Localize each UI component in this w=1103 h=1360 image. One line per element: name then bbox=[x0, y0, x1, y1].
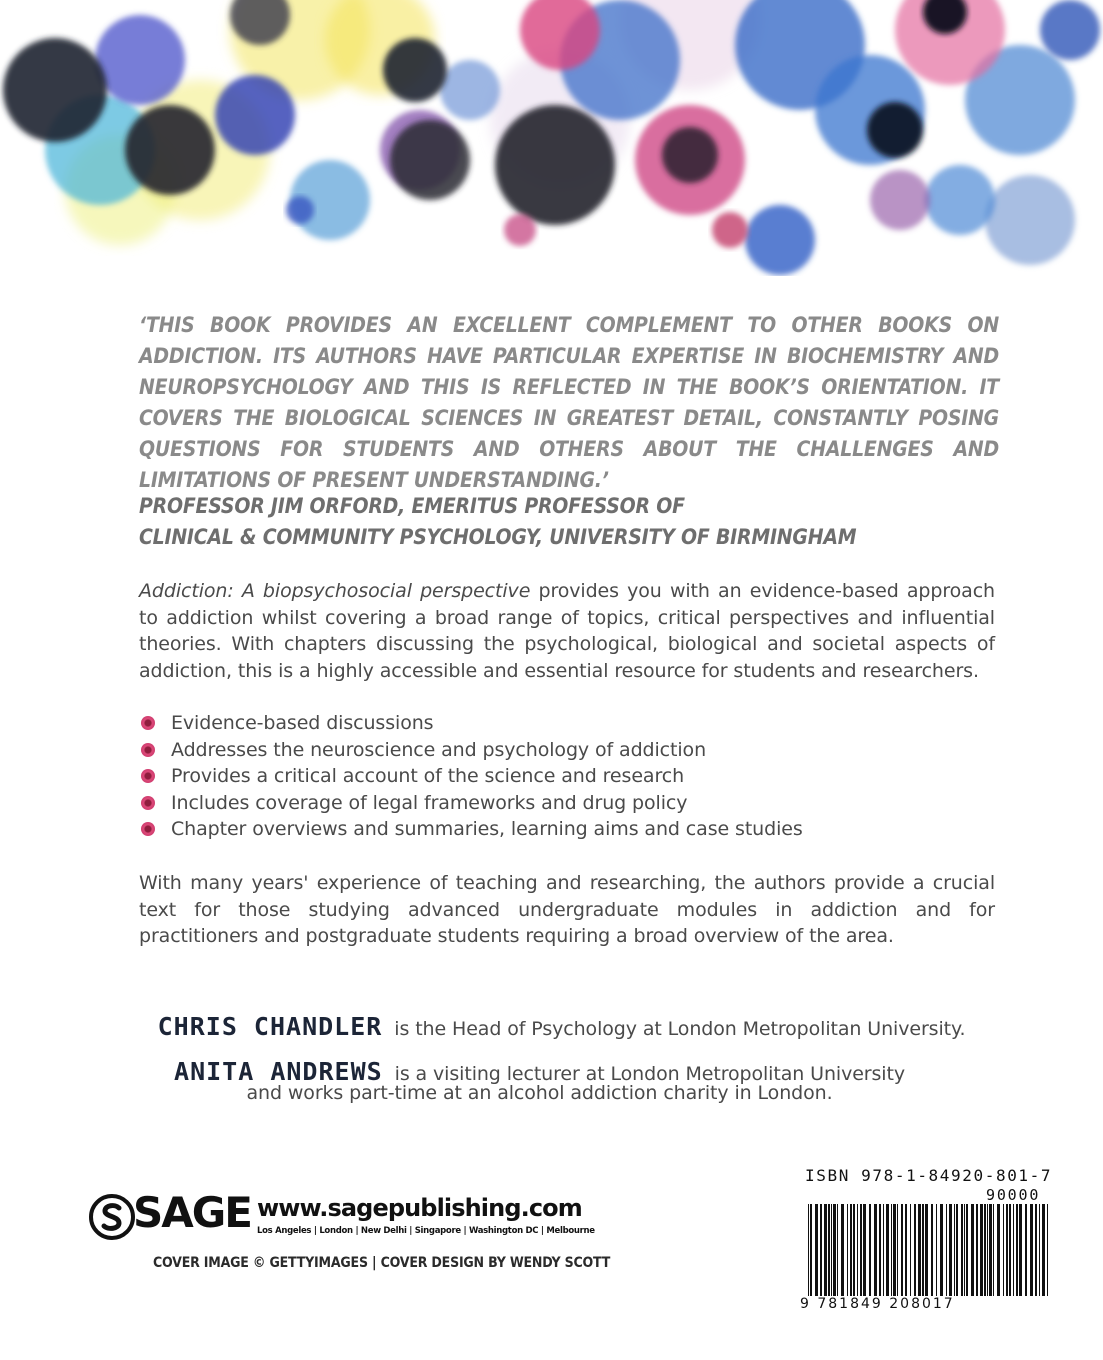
watercolour-dots-image bbox=[0, 0, 1103, 276]
description-text: provides you with an evidence-based approach to addiction whilst covering a broad range of topics, critical perspectives and influential theories. With chapters discussing the psychological, biological and societal aspects of addiction, this is a highly accessible and essential resource for students and researchers. bbox=[139, 580, 995, 682]
author-name: ANITA ANDREWS bbox=[174, 1057, 383, 1086]
barcode-bar bbox=[1047, 1204, 1048, 1296]
barcode-bar bbox=[925, 1204, 928, 1296]
attribution-line-2: CLINICAL & COMMUNITY PSYCHOLOGY, UNIVERSITY OF BIRMINGHAM bbox=[139, 525, 857, 549]
ink-blot bbox=[870, 170, 930, 230]
barcode-bar bbox=[901, 1204, 903, 1296]
ink-blot bbox=[985, 175, 1075, 265]
barcode-bar bbox=[1042, 1204, 1045, 1296]
price-code: 90000 bbox=[986, 1186, 1041, 1204]
ink-blot-bullet-icon bbox=[141, 822, 155, 836]
barcode-bar bbox=[837, 1204, 838, 1296]
review-quote: ‘THIS BOOK PROVIDES AN EXCELLENT COMPLEMENT TO OTHER BOOKS ON ADDICTION. ITS AUTHORS HAVE PARTICULAR EXPERTISE IN BIOCHEMISTRY AND NEUROPSYCHOLOGY AND THIS IS REFLECTED IN THE BOOK’S ORIENTATION. IT COVERS THE BIOLOGICAL SCIENCES IN GREATEST DETAIL, CONSTANTLY POSING QUESTIONS FOR STUDENTS AND OTHERS ABOUT THE CHALLENGES AND LIMITATIONS OF PRESENT UNDERSTANDING.’ bbox=[139, 313, 999, 492]
book-description bbox=[139, 578, 995, 684]
ink-blot bbox=[745, 205, 815, 275]
ink-blot bbox=[504, 214, 536, 246]
barcode-bar bbox=[883, 1204, 884, 1296]
ink-blot bbox=[95, 15, 185, 105]
barcode-bar bbox=[1006, 1204, 1008, 1296]
barcode-bar bbox=[987, 1204, 988, 1296]
barcode-bars bbox=[808, 1204, 1053, 1296]
barcode-bar bbox=[874, 1204, 877, 1296]
barcode-bar bbox=[869, 1204, 871, 1296]
barcode-bar bbox=[964, 1204, 965, 1296]
barcode-bar bbox=[841, 1204, 844, 1296]
publisher-logo bbox=[89, 1188, 595, 1248]
publisher-cities: Los Angeles | London | New Delhi | Singapore | Washington DC | Melbourne bbox=[257, 1226, 595, 1236]
author-bio: is a visiting lecturer at London Metropolitan University bbox=[394, 1063, 905, 1085]
feature-list bbox=[139, 710, 999, 843]
barcode-bar bbox=[997, 1204, 1000, 1296]
list-item: Includes coverage of legal frameworks and drug policy bbox=[139, 790, 999, 817]
ink-blot-bullet-icon bbox=[141, 716, 155, 730]
ink-blot bbox=[3, 38, 107, 142]
barcode-bar bbox=[1003, 1204, 1004, 1296]
ink-blot bbox=[440, 60, 500, 120]
barcode-bar bbox=[1030, 1204, 1033, 1296]
watercolour-banner bbox=[0, 0, 1103, 276]
barcode-bar bbox=[891, 1204, 892, 1296]
barcode-bar bbox=[1016, 1204, 1018, 1296]
author-name: CHRIS CHANDLER bbox=[157, 1012, 383, 1041]
author-andrews-bio-line-2: and works part-time at an alcohol addiction charity in London. bbox=[246, 1082, 833, 1104]
barcode-bar bbox=[810, 1204, 812, 1296]
barcode-bar bbox=[1009, 1204, 1011, 1296]
ink-blot bbox=[125, 105, 215, 195]
barcode-bar bbox=[820, 1204, 822, 1296]
ink-blot bbox=[867, 102, 923, 158]
barcode-bar bbox=[1013, 1204, 1014, 1296]
barcode-bar bbox=[954, 1204, 955, 1296]
ink-blot-bullet-icon bbox=[141, 743, 155, 757]
barcode-bar bbox=[831, 1204, 832, 1296]
barcode-bar bbox=[966, 1204, 968, 1296]
barcode-bar bbox=[850, 1204, 852, 1296]
barcode-bar bbox=[853, 1204, 855, 1296]
isbn-text: ISBN 978-1-84920-801-7 bbox=[805, 1166, 1053, 1185]
barcode-bar bbox=[886, 1204, 889, 1296]
ink-blot bbox=[925, 165, 995, 235]
list-item: Chapter overviews and summaries, learning aims and case studies bbox=[139, 816, 999, 843]
barcode-bar bbox=[1035, 1204, 1037, 1296]
ink-blot bbox=[1040, 0, 1100, 60]
barcode-bar bbox=[940, 1204, 943, 1296]
barcode-bar bbox=[847, 1204, 848, 1296]
barcode-bar bbox=[879, 1204, 881, 1296]
barcode-bar bbox=[961, 1204, 963, 1296]
ink-blot bbox=[383, 38, 447, 102]
barcode-bar bbox=[824, 1204, 827, 1296]
barcode-bar bbox=[922, 1204, 924, 1296]
barcode-bar bbox=[897, 1204, 898, 1296]
barcode-bar bbox=[857, 1204, 858, 1296]
sage-s-logo-icon bbox=[89, 1194, 135, 1240]
ink-blot bbox=[662, 127, 718, 183]
barcode-bar bbox=[1039, 1204, 1040, 1296]
barcode-bar bbox=[910, 1204, 911, 1296]
barcode-bar bbox=[989, 1204, 992, 1296]
barcode-bar bbox=[905, 1204, 907, 1296]
publisher-url: www.sagepublishing.com bbox=[257, 1194, 582, 1222]
cover-credits: COVER IMAGE © GETTYIMAGES | COVER DESIGN BY WENDY SCOTT bbox=[153, 1255, 611, 1271]
list-item: Provides a critical account of the science and research bbox=[139, 763, 999, 790]
publisher-wordmark: SAGE bbox=[133, 1188, 251, 1237]
list-item: Evidence-based discussions bbox=[139, 710, 999, 737]
attribution-line-1: PROFESSOR JIM ORFORD, EMERITUS PROFESSOR OF bbox=[139, 494, 685, 518]
barcode-bar bbox=[931, 1204, 933, 1296]
barcode-bar bbox=[949, 1204, 952, 1296]
barcode-bar bbox=[936, 1204, 937, 1296]
barcode-bar bbox=[971, 1204, 974, 1296]
barcode-bar bbox=[993, 1204, 994, 1296]
ink-blot bbox=[286, 196, 314, 224]
barcode-bar bbox=[828, 1204, 830, 1296]
barcode-bar bbox=[976, 1204, 978, 1296]
barcode-digits: 9 781849 208017 bbox=[800, 1296, 955, 1312]
barcode-bar bbox=[863, 1204, 866, 1296]
barcode-bar bbox=[815, 1204, 818, 1296]
review-attribution bbox=[139, 491, 999, 553]
barcode-bar bbox=[893, 1204, 896, 1296]
barcode-bar bbox=[1019, 1204, 1022, 1296]
barcode-bar bbox=[984, 1204, 986, 1296]
closing-paragraph: With many years' experience of teaching and researching, the authors provide a crucial text for those studying advanced undergraduate modules in addiction and for practitioners and postgraduate students requiring a broad overview of the area. bbox=[139, 872, 995, 947]
ink-blot-bullet-icon bbox=[141, 769, 155, 783]
barcode-bar bbox=[980, 1204, 983, 1296]
list-item: Addresses the neuroscience and psychology of addiction bbox=[139, 737, 999, 764]
barcode-bar bbox=[914, 1204, 916, 1296]
ink-blot bbox=[712, 212, 748, 248]
ink-blot-bullet-icon bbox=[141, 796, 155, 810]
author-bio: is the Head of Psychology at London Metropolitan University. bbox=[394, 1018, 966, 1040]
author-chandler bbox=[10, 1012, 1103, 1041]
barcode-bar bbox=[1025, 1204, 1027, 1296]
barcode-bar bbox=[918, 1204, 921, 1296]
barcode-bar bbox=[956, 1204, 958, 1296]
barcode-bar bbox=[808, 1204, 809, 1296]
book-title: Addiction: A biopsychosocial perspective bbox=[139, 580, 531, 602]
isbn-barcode bbox=[793, 1166, 1063, 1326]
ink-blot bbox=[390, 120, 470, 200]
barcode-bar bbox=[860, 1204, 862, 1296]
barcode-bar bbox=[833, 1204, 836, 1296]
ink-blot bbox=[495, 105, 615, 225]
ink-blot bbox=[215, 75, 295, 155]
barcode-bar bbox=[946, 1204, 947, 1296]
